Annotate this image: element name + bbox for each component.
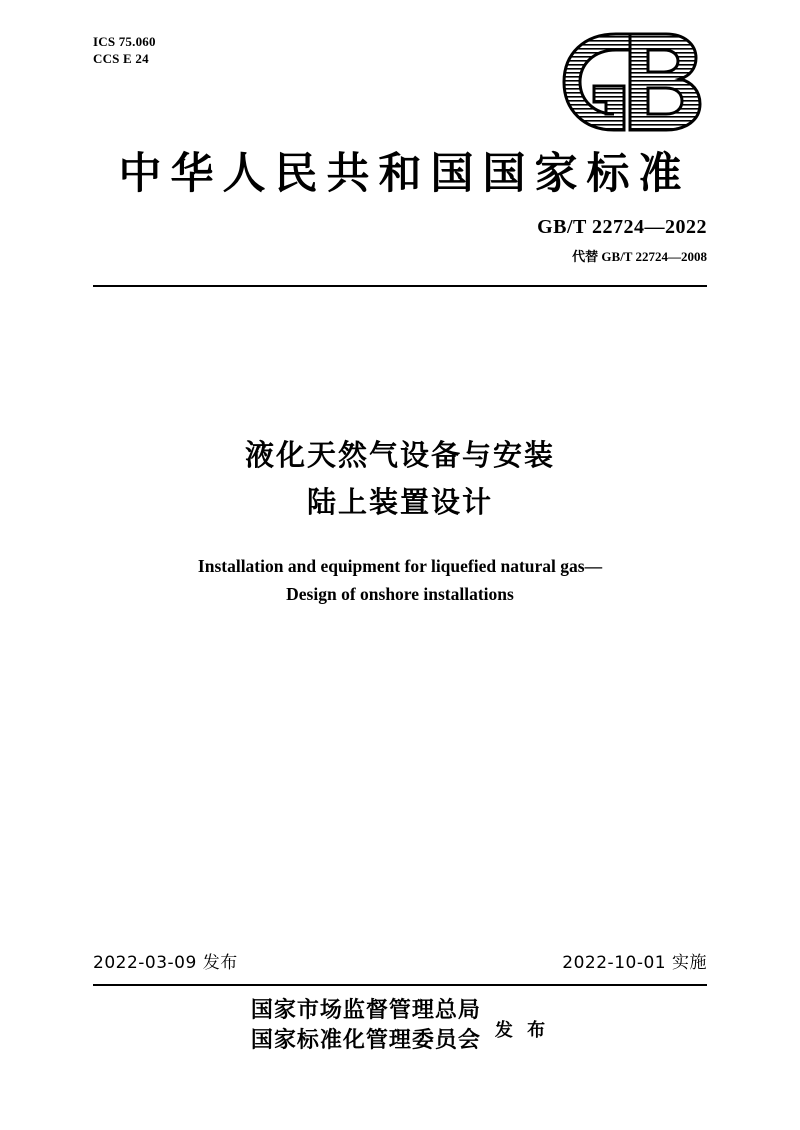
standard-replaces: 代替 GB/T 22724—2008 [572, 249, 707, 264]
issuer-names [251, 996, 481, 1056]
issue-date: 2022-03-09 发布 [93, 953, 238, 973]
divider-bottom [93, 984, 707, 986]
page-title-line-2: 陆上装置设计 [306, 485, 493, 519]
publish-label: 发 布 [494, 1020, 550, 1041]
issuer-org-2: 国家标准化管理委员会 [250, 1028, 481, 1053]
ics-code: ICS 75.060 [93, 34, 156, 49]
national-standard-heading: 中华人民共和国国家标准 [118, 149, 691, 199]
ccs-code: CCS E 24 [93, 51, 149, 66]
implementation-date: 2022-10-01 实施 [562, 953, 707, 973]
standard-number-block [537, 216, 707, 265]
standard-number: GB/T 22724—2022 [537, 216, 707, 238]
page-subtitle-line-2: Design of onshore installations [286, 584, 514, 604]
issuer-block [0, 996, 800, 1056]
divider-top [93, 285, 707, 287]
gb-emblem-icon [554, 28, 714, 136]
ics-ccs-block [93, 33, 156, 67]
issuer-org-1: 国家市场监督管理总局 [250, 998, 481, 1023]
page-subtitle-line-1: Installation and equipment for liquefied natural gas— [197, 556, 603, 576]
page-title-line-1: 液化天然气设备与安装 [244, 438, 555, 472]
page-title [0, 432, 800, 526]
date-row [93, 948, 707, 973]
page-subtitle [0, 552, 800, 608]
